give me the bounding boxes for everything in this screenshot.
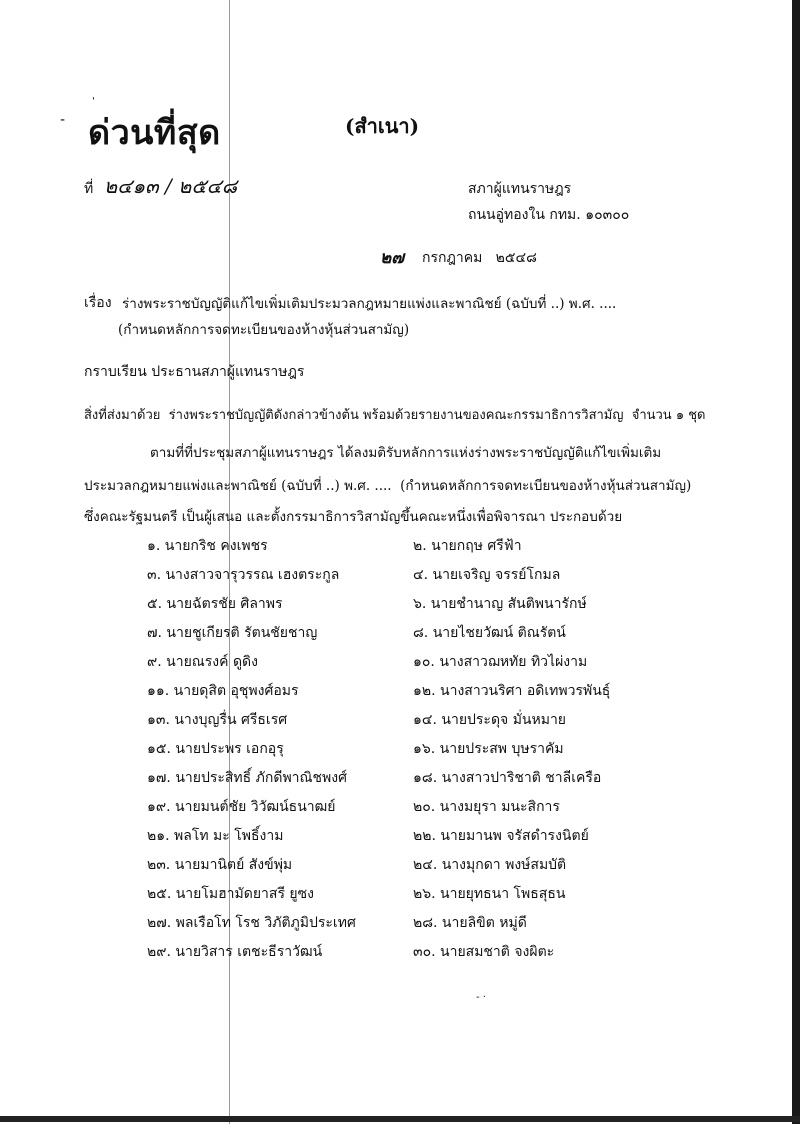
member-item: ๓. นางสาวจารุวรรณ เฮงตระกูล — [147, 567, 340, 583]
member-item: ๒๔. นางมุกดา พงษ์สมบัติ — [413, 857, 567, 873]
scan-mark: - — [60, 112, 66, 128]
member-item: ๒๑. พลโท มะ โพธิ์งาม — [147, 828, 284, 844]
member-item: ๒๖. นายยุทธนา โพธสุธน — [413, 886, 566, 902]
member-item: ๒. นายกฤษ ศรีฟ้า — [413, 538, 522, 554]
body-line-2: ประมวลกฎหมายแพ่งและพาณิชย์ (ฉบับที่ ..) พ.ศ. .... (กำหนดหลักการจดทะเบียนของห้างหุ้นส่วนสามัญ) — [84, 478, 692, 494]
member-item: ๒๘. นายลิขิต หมู่ดี — [413, 915, 527, 931]
member-list-left — [147, 535, 356, 970]
member-item: ๘. นายไชยวัฒน์ ติณรัตน์ — [413, 625, 566, 641]
member-item: ๗. นายชูเกียรติ รัตนชัยชาญ — [147, 625, 318, 641]
scan-border-right — [792, 0, 800, 1124]
member-item: ๒๒. นายมานพ จรัสดำรงนิตย์ — [413, 828, 589, 844]
member-item: ๒๕. นายโมฮามัดยาสรี ยูซง — [147, 886, 314, 902]
salutation: กราบเรียน ประธานสภาผู้แทนราษฎร — [84, 364, 305, 380]
member-item: ๑๘. นางสาวปาริชาติ ชาลีเครือ — [413, 770, 602, 786]
date-day: ๒๗ — [380, 248, 404, 268]
enclosure: สิ่งที่ส่งมาด้วย ร่างพระราชบัญญัติดังกล่าวข้างต้น พร้อมด้วยรายงานของคณะกรรมาธิการวิสามัญ จำนวน ๑ ชุด — [84, 408, 706, 423]
member-item: ๓๐. นายสมชาติ จงผิตะ — [413, 944, 555, 960]
reference-prefix: ที่ — [84, 181, 94, 197]
member-item: ๑๑. นายดุสิต อุชุพงศ์อมร — [147, 683, 299, 699]
subject-line-1: ร่างพระราชบัญญัติแก้ไขเพิ่มเติมประมวลกฎหมายแพ่งและพาณิชย์ (ฉบับที่ ..) พ.ศ. .... — [122, 296, 617, 312]
member-item: ๑๒. นางสาวนริศา อดิเทพวรพันธุ์ — [413, 683, 611, 699]
member-item: ๑๖. นายประสพ บุษราคัม — [413, 741, 564, 757]
member-item: ๑. นายกริช คงเพชร — [147, 538, 268, 554]
scan-speck: - · — [476, 992, 486, 1003]
member-item: ๑๗. นายประสิทธิ์ ภักดีพาณิชพงศ์ — [147, 770, 347, 786]
member-item: ๑๕. นายประพร เอกอุรุ — [147, 741, 284, 757]
member-item: ๖. นายชำนาญ สันติพนารักษ์ — [413, 596, 587, 612]
sender-address: ถนนอู่ทองใน กทม. ๑๐๓๐๐ — [468, 207, 630, 223]
member-item: ๑๐. นางสาวฌหทัย ทิวไผ่งาม — [413, 654, 588, 670]
urgency-stamp: ด่วนที่สุด — [88, 113, 221, 153]
scan-border-bottom — [0, 1116, 800, 1122]
member-item: ๑๓. นางบุญรื่น ศรีธเรศ — [147, 712, 288, 728]
sender-org: สภาผู้แทนราษฎร — [468, 181, 572, 197]
date-month-year: กรกฎาคม ๒๕๔๘ — [422, 250, 537, 266]
member-item: ๒๙. นายวิสาร เตชะธีราวัฒน์ — [147, 944, 323, 960]
member-item: ๔. นายเจริญ จรรย์โกมล — [413, 567, 561, 583]
body-line-3: ซึ่งคณะรัฐมนตรี เป็นผู้เสนอ และตั้งกรรมาธิการวิสามัญขึ้นคณะหนึ่งเพื่อพิจารณา ประกอบด้วย — [84, 509, 623, 525]
member-item: ๒๐. นางมยุรา มนะสิการ — [413, 799, 560, 815]
member-item: ๙. นายณรงค์ ดูดิง — [147, 654, 258, 670]
member-item: ๕. นายฉัตรชัย ศิลาพร — [147, 596, 283, 612]
member-item: ๒๗. พลเรือโท โรช วิภัติภูมิประเทศ — [147, 915, 356, 931]
member-item: ๑๔. นายประดุจ มั่นหมาย — [413, 712, 567, 728]
copy-mark: (สำเนา) — [345, 114, 420, 138]
body-line-1: ตามที่ที่ประชุมสภาผู้แทนราษฎร ได้ลงมติรับหลักการแห่งร่างพระราชบัญญัติแก้ไขเพิ่มเติม — [150, 445, 662, 461]
scan-dot: ' — [92, 96, 95, 107]
member-item: ๑๙. นายมนต์ชัย วิวัฒน์ธนาฒย์ — [147, 799, 336, 815]
member-list-right — [413, 535, 610, 970]
subject-line-2: (กำหนดหลักการจดทะเบียนของห้างหุ้นส่วนสามัญ) — [118, 322, 410, 338]
subject-label: เรื่อง — [84, 295, 112, 311]
reference-number: ๒๔๑๓ / ๒๕๔๘ — [104, 174, 238, 198]
member-item: ๒๓. นายมานิตย์ สังข์พุ่ม — [147, 857, 293, 873]
